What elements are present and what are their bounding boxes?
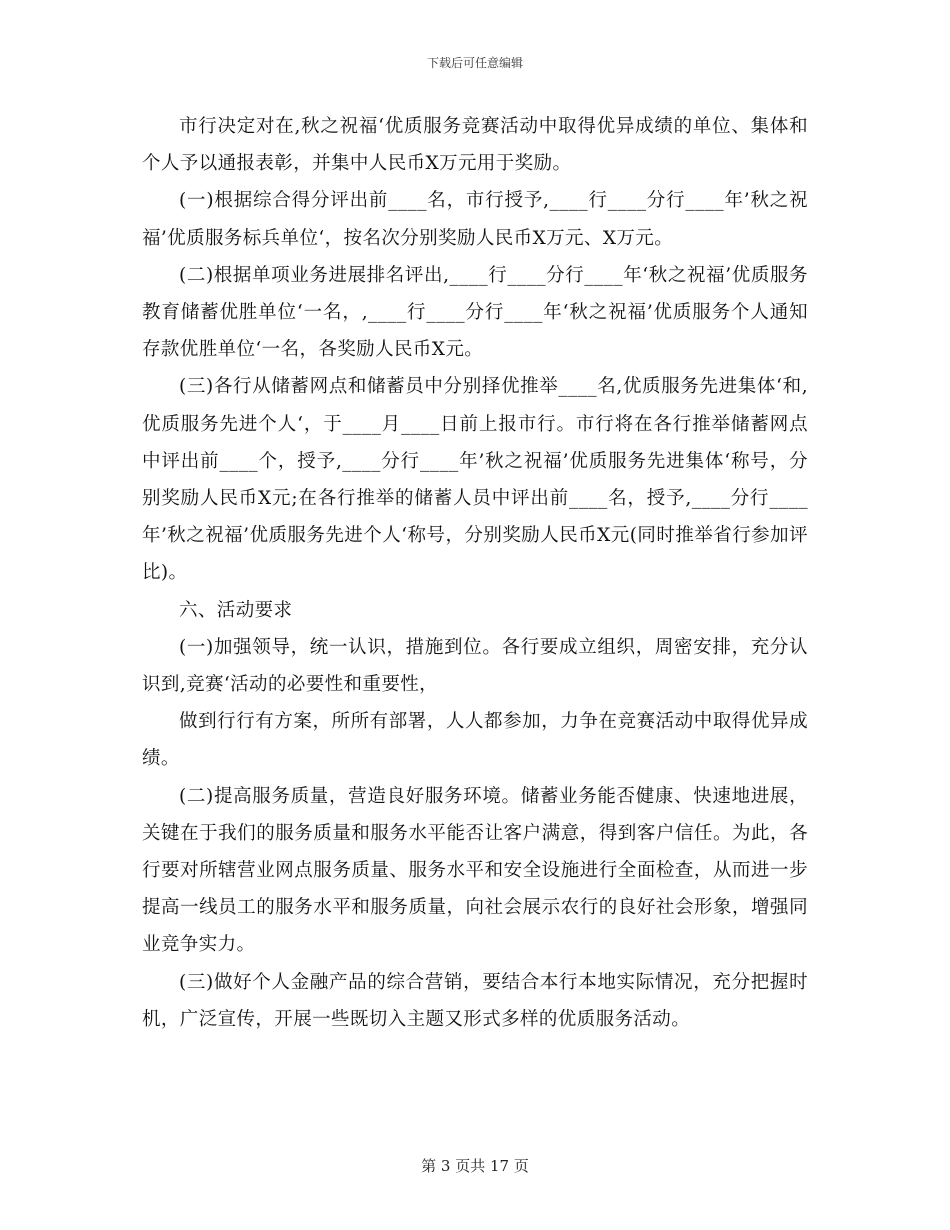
paragraph-requirement-1-cont: 做到行行有方案，所所有部署，人人都参加，力争在竞赛活动中取得优异成绩。 bbox=[142, 711, 808, 770]
document-body bbox=[142, 108, 808, 1038]
paragraph-award-2: (二)根据单项业务进展排名评出,____行____分行____年‘秋之祝福’优质服务教育储蓄优胜单位‘一名，,____行____分行____年‘秋之祝福’优质服务个人通知存款优胜单位‘一名，各奖励人民币X元。 bbox=[142, 264, 808, 361]
paragraph-award-intro: 市行决定对在,秋之祝福‘优质服务竞赛活动中取得优异成绩的单位、集体和个人予以通报表彰，并集中人民币X万元用于奖励。 bbox=[142, 116, 808, 175]
page-footer: 第 3 页共 17 页 bbox=[421, 1157, 529, 1175]
paragraph-requirement-1: (一)加强领导，统一认识，措施到位。各行要成立组织，周密安排，充分认识到,竞赛‘活动的必要性和重要性， bbox=[142, 636, 808, 696]
paragraph-requirement-2: (二)提高服务质量，营造良好服务环境。储蓄业务能否健康、快速地进展，关键在于我们的服务质量和服务水平能否让客户满意，得到客户信任。为此，各行要对所辖营业网点服务质量、服务水平和安全设施进行全面检查，从而进一步提高一线员工的服务水平和服务质量，向社会展示农行的良好社会形象，增强同业竞争实力。 bbox=[142, 785, 808, 956]
page-header: 下载后可任意编辑 bbox=[426, 56, 523, 70]
section-heading-requirements: 六、活动要求 bbox=[179, 599, 293, 621]
paragraph-award-3: (三)各行从储蓄网点和储蓄员中分别择优推举____名,优质服务先进集体‘和,优质服务先进个人‘，于____月____日前上报市行。市行将在各行推举储蓄网点中评出前____个，授予,____分行____年’秋之祝福’优质服务先进集体‘称号，分别奖励人民币X元;在各行推举的储蓄人员中评出前____名，授予,____分行____年’秋之祝福’优质服务先进个人‘称号，分别奖励人民币X元(同时推举省行参加评比)。 bbox=[142, 376, 808, 584]
paragraph-requirement-3: (三)做好个人金融产品的综合营销，要结合本行本地实际情况，充分把握时机，广泛宣传，开展一些既切入主题又形式多样的优质服务活动。 bbox=[142, 971, 808, 1030]
paragraph-award-1: (一)根据综合得分评出前____名，市行授予,____行____分行____年’秋之祝福’优质服务标兵单位‘，按名次分别奖励人民币X万元、X万元。 bbox=[142, 190, 808, 249]
